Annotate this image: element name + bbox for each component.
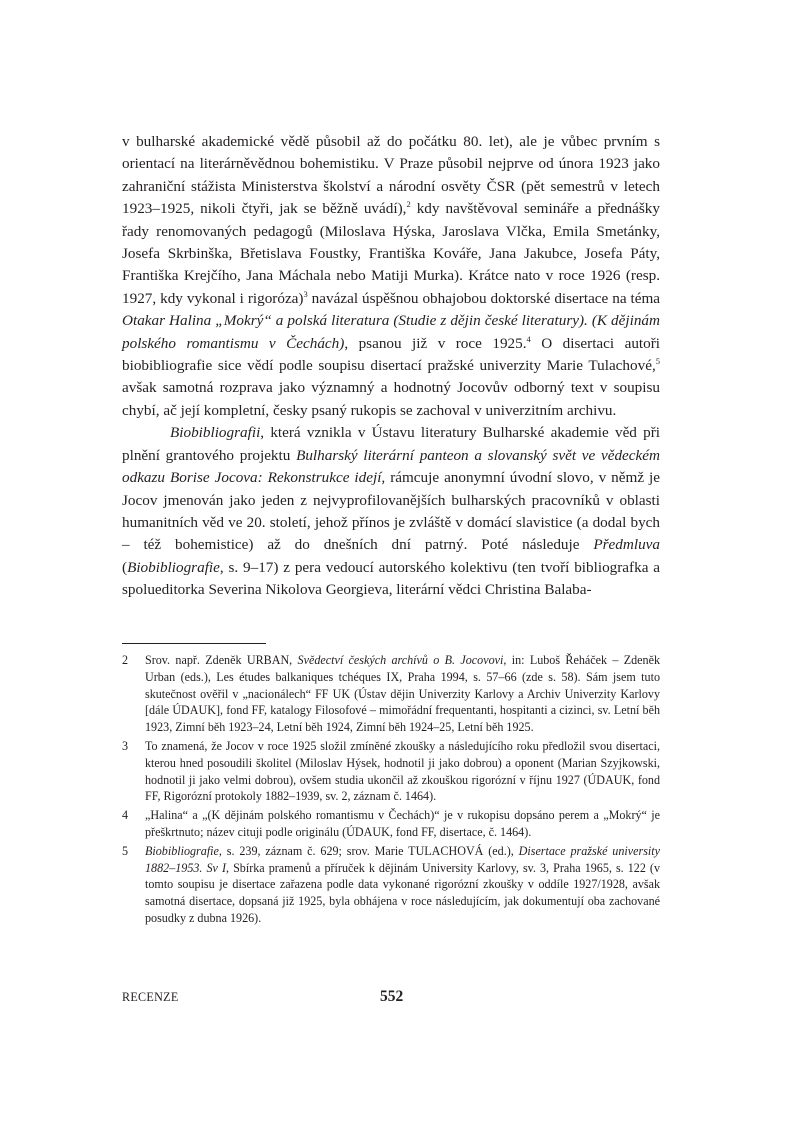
footnote-ref: 2: [406, 199, 411, 210]
text-run: Srov. např. Zdeněk URBAN,: [145, 653, 298, 667]
footnote-number: 5: [122, 843, 129, 858]
main-text: [122, 131, 660, 602]
page-number: 552: [380, 988, 404, 1005]
text-run: O disertaci autoři biobibliografie sice vědí podle soupisu disertací pražské univerzity Marie Tulachové,: [122, 334, 660, 375]
footnote-separator: [122, 643, 266, 644]
paragraph-2: [122, 422, 660, 601]
footnote-number: 4: [122, 808, 129, 823]
text-run: kdy navštěvoval semináře a přednášky řady renomovaných pedagogů (Miloslava Hýska, Jaroslava Vlčka, Emila Smetánky, Josefa Skrbinška, Břetislava Foustky, Františka Kováře, Jana Jakubce, Josefa Páty, Františka Krejčího, Jana Máchala nebo Matiji Murka). Krátce nato v roce 1926 (resp. 1927, kdy vykonal i rigoróza): [122, 200, 660, 307]
footnote-text: [145, 843, 660, 927]
text-run: To znamená, že Jocov v roce 1925 složil zmíněné zkoušky a následujícího roku předložil svou disertaci, kterou hned posoudili školitel (Miloslav Hýsek, hodnotil ji jako dobrou) a oponent (Marian Szyjkowski, hodnotil ji jako velmi dobrou), ovšem studia ukončil až zkouškou rigorózní v říjnu 1927 (ÚDAUK, fond FF, Rigorózní protokoly 1882–1939, sv. 2, záznam č. 1464).: [145, 738, 660, 804]
text-run: navázal úspěšnou obhajobou doktorské disertace na téma: [307, 289, 661, 307]
italic-text: Biobibliografie: [127, 558, 220, 576]
italic-text: Otakar Halina „Mokrý“ a polská literatura (Studie z dějin české literatury). (K dějinám polského romantismu v Čechách): [122, 312, 660, 352]
footnote-ref: 4: [526, 333, 531, 344]
text-run: „Halina“ a „(K dějinám polského romantismu v Čechách)“ je v rukopisu dopsáno perem a „Mokrý“ je přeškrtnuto; název cituji podle originálu (ÚDAUK, fond FF, disertace, č. 1464).: [145, 808, 660, 839]
italic-text: Předmluva: [593, 536, 660, 554]
text-run: , in: Luboš Řeháček – Zdeněk Urban (eds.), Les études balkaniques tchéques IX, Praha 1994, s. 57–66 (zde s. 58). Sám jsem tuto skutečnost ověřil v „nacionálech“ FF UK (Ústav dějin Univerzity Karlovy a Archiv Univerzity Karlovy [dále ÚDAUK], fond FF, katalogy Filosofové – mimořádní frequentanti, hospitanti a cizinci, sv. Letní běh 1923, Zimní běh 1923–24, Letní běh 1924, Zimní běh 1924–25, Letní běh 1925.: [145, 653, 660, 735]
footnote-4: [122, 807, 660, 841]
text-run: (: [122, 558, 128, 576]
text-run: , s. 239, záznam č. 629; srov. Marie TULACHOVÁ (ed.),: [218, 843, 519, 858]
footnote-5: [122, 843, 660, 927]
footnote-3: [122, 738, 660, 805]
text-run: , která vznikla v Ústavu literatury Bulharské akademie věd při plnění grantového projektu: [122, 424, 660, 464]
footnote-number: 3: [122, 738, 129, 753]
italic-text: Biobibliografie: [145, 843, 219, 858]
text-run: , psanou již v roce 1925.: [344, 334, 527, 352]
text-run: v bulharské akademické vědě působil až do počátku 80. let), ale je vůbec prvním s orientací na literárněvědnou bohemistiku. V Praze působil nejprve od února 1923 jako zahraniční stážista Ministerstva školství a národní osvěty ČSR (pět semestrů v letech 1923–1925, nikoli čtyři, jak se běžně uvádí),: [122, 133, 660, 218]
footnote-text: [145, 652, 660, 736]
page-footer: [122, 990, 660, 1010]
footnote-text: [145, 738, 660, 805]
footnote-ref: 3: [303, 288, 308, 299]
italic-text: Disertace pražské university 1882–1953. Sv I: [145, 843, 660, 875]
footnote-ref: 5: [655, 356, 660, 366]
text-run: avšak samotná rozprava jako významný a hodnotný Jocovův odborný text v soupisu chybí, ač její kompletní, česky psaný rukopis se zachoval v univerzitním archivu.: [122, 379, 660, 419]
text-run: , s. 9–17) z pera vedoucí autorského kolektivu (ten tvoří bibliografka a spolueditorka Severina Nikolova Georgieva, literární vědci Christina Balaba-: [122, 558, 660, 599]
section-label: RECENZE: [122, 990, 179, 1004]
italic-text: Biobibliografii: [170, 424, 261, 442]
italic-text: Bulharský literární panteon a slovanský svět ve vědeckém odkazu Borise Jocova: Rekonstrukce idejí: [122, 446, 660, 487]
footnotes: [122, 652, 660, 929]
footnote-text: [145, 807, 660, 841]
text-run: , Sbírka pramenů a příruček k dějinám University Karlovy, sv. 3, Praha 1965, s. 122 (v tomto soupisu je disertace zařazena podle data vykonané rigorózní zkoušky v oddíle 1927/1928, avšak samotná disertace, dopsaná již 1925, byla obhájena v roce následujícím, jak dokumentují oba zachované posudky z dubna 1926).: [145, 860, 660, 925]
footnote-2: [122, 652, 660, 736]
paragraph-1: [122, 131, 660, 422]
italic-text: Svědectví českých archívů o B. Jocovovi: [297, 653, 504, 667]
text-run: , rámcuje anonymní úvodní slovo, v němž je Jocov jmenován jako jeden z nejvyprofilovanějších bulharských pracovníků v oblasti humanitních věd ve 20. století, jehož přínos je zvláště v domácí slavistice (a dodal bych – též bohemistice) až do dnešních dní patrný. Poté následuje: [122, 469, 660, 554]
footnote-number: 2: [122, 653, 129, 667]
